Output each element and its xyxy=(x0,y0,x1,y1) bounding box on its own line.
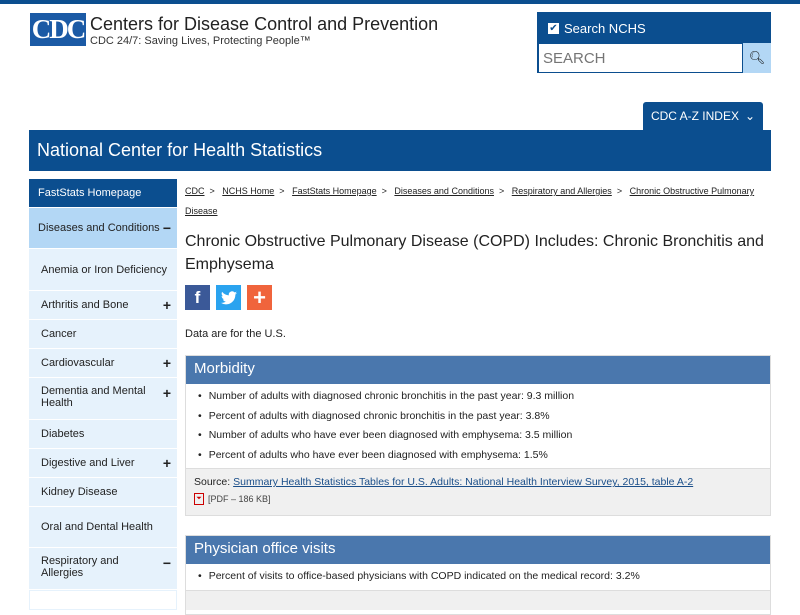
site-banner[interactable]: National Center for Health Statistics xyxy=(29,130,771,171)
checkbox-label: Search NCHS xyxy=(564,21,646,36)
list-item: • Percent of visits to office-based physicians with COPD indicated on the medical record: 3.2% xyxy=(198,567,770,587)
facebook-glyph: f xyxy=(194,287,201,307)
search-button[interactable] xyxy=(743,43,771,73)
sidebar-item-cardiovascular[interactable] xyxy=(29,349,177,378)
top-bar xyxy=(0,0,800,4)
breadcrumb-nchs-home[interactable]: NCHS Home xyxy=(222,186,275,196)
page-title: Chronic Obstructive Pulmonary Disease (COPD) Includes: Chronic Bronchitis and Emphysema xyxy=(185,233,764,273)
list-item: • Number of adults with diagnosed chronic bronchitis in the past year: 9.3 million xyxy=(198,387,770,407)
expand-icon[interactable]: + xyxy=(162,297,171,313)
sidebar-item-label: Cancer xyxy=(41,328,77,340)
search-icon: 🔍︎ xyxy=(748,50,766,65)
main-content xyxy=(185,181,771,340)
list-item: • Percent of adults who have ever been diagnosed with emphysema: 1.5% xyxy=(198,446,770,466)
share-more-icon[interactable] xyxy=(247,285,272,310)
expand-icon[interactable]: + xyxy=(162,385,171,401)
breadcrumb-copd[interactable]: Chronic Obstructive Pulmonary Disease xyxy=(185,186,755,216)
sidebar-item-label: Diabetes xyxy=(41,428,85,440)
morbidity-section xyxy=(185,355,771,516)
sidebar-item-digestive[interactable] xyxy=(29,449,177,478)
search-panel xyxy=(537,12,771,73)
sidebar-nav xyxy=(29,179,177,610)
sidebar-item-label: Anemia or Iron Deficiency xyxy=(41,263,167,276)
az-index-label: CDC A-Z INDEX xyxy=(650,109,739,123)
cdc-logo[interactable] xyxy=(30,13,438,47)
sidebar-item-label: Digestive and Liver xyxy=(41,457,135,469)
sidebar-item-label: Diseases and Conditions xyxy=(38,222,160,234)
sidebar-item-dementia[interactable] xyxy=(29,378,177,420)
breadcrumb-faststats[interactable]: FastStats Homepage xyxy=(292,186,377,196)
search-input[interactable] xyxy=(538,43,743,73)
checkbox-checked-icon[interactable]: ✔ xyxy=(549,23,558,34)
sidebar-item-label: Dementia and Mental Health xyxy=(41,385,146,409)
breadcrumb-respiratory[interactable]: Respiratory and Allergies xyxy=(511,186,612,196)
sidebar-item-arthritis[interactable] xyxy=(29,291,177,320)
sidebar-item-label: Oral and Dental Health xyxy=(41,521,153,533)
sidebar-item-anemia[interactable] xyxy=(29,249,177,291)
breadcrumb-separator: > xyxy=(498,186,505,196)
collapse-icon[interactable]: − xyxy=(162,220,171,236)
expand-icon[interactable]: + xyxy=(162,455,171,471)
source-label: Source: xyxy=(194,476,234,489)
list-item: • Number of adults who have ever been diagnosed with emphysema: 3.5 million xyxy=(198,426,770,446)
sidebar-item-oral-dental[interactable] xyxy=(29,507,177,548)
breadcrumb-cdc[interactable]: CDC xyxy=(185,186,205,196)
plus-glyph: + xyxy=(253,284,266,310)
sidebar-item-label: FastStats Homepage xyxy=(38,187,142,199)
section-heading: Morbidity xyxy=(186,356,770,384)
sidebar-item-cancer[interactable] xyxy=(29,320,177,349)
expand-icon[interactable]: + xyxy=(162,355,171,371)
sidebar-item-label: Kidney Disease xyxy=(41,486,118,498)
physician-visits-section xyxy=(185,535,771,615)
section-heading: Physician office visits xyxy=(186,536,770,564)
breadcrumb xyxy=(185,181,771,221)
source-footer xyxy=(186,590,770,610)
pdf-icon: ⏷ xyxy=(194,493,204,505)
breadcrumb-separator: > xyxy=(279,186,285,196)
source-footer xyxy=(186,468,770,515)
list-item: • Percent of adults with diagnosed chronic bronchitis in the past year: 3.8% xyxy=(198,407,770,427)
sidebar-item-next[interactable] xyxy=(29,590,177,610)
sidebar-item-label: Cardiovascular xyxy=(41,357,115,369)
breadcrumb-separator: > xyxy=(381,186,387,196)
sidebar-item-label: Arthritis and Bone xyxy=(41,299,129,311)
twitter-icon[interactable] xyxy=(216,285,241,310)
breadcrumb-separator: > xyxy=(616,186,623,196)
sidebar-item-faststats-homepage[interactable] xyxy=(29,179,177,208)
chevron-down-icon: ⌄ xyxy=(744,109,756,123)
data-scope-note: Data are for the U.S. xyxy=(185,328,286,340)
breadcrumb-separator: > xyxy=(209,186,215,196)
tagline: CDC 24/7: Saving Lives, Protecting People™ xyxy=(90,35,311,47)
pdf-size: [PDF – 186 KB] xyxy=(208,494,271,505)
breadcrumb-diseases[interactable]: Diseases and Conditions xyxy=(394,186,494,196)
org-name: Centers for Disease Control and Prevention xyxy=(90,14,439,34)
sidebar-item-diseases-and-conditions[interactable] xyxy=(29,208,177,249)
sidebar-item-respiratory[interactable] xyxy=(29,548,177,590)
sidebar-item-diabetes[interactable] xyxy=(29,420,177,449)
sidebar-item-kidney[interactable] xyxy=(29,478,177,507)
facebook-icon[interactable] xyxy=(185,285,210,310)
source-link[interactable]: Summary Health Statistics Tables for U.S. Adults: National Health Interview Survey, 2015, table A-2 xyxy=(233,476,694,489)
collapse-icon[interactable]: − xyxy=(162,555,171,571)
social-share xyxy=(185,285,771,310)
search-nchs-checkbox[interactable] xyxy=(548,21,646,36)
cdc-logo-mark: CDC xyxy=(31,14,85,44)
sidebar-item-label: Respiratory and Allergies xyxy=(41,555,119,579)
az-index-button[interactable] xyxy=(643,102,763,130)
